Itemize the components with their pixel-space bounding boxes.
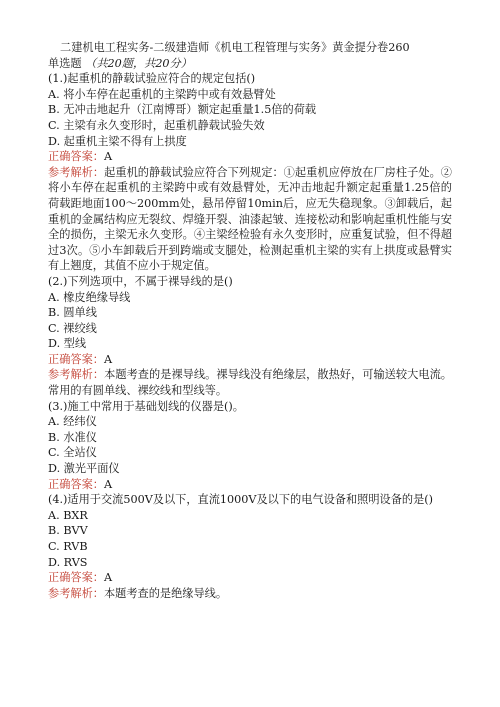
option-c: C. 主梁有永久变形时，起重机静载试验失效	[48, 118, 265, 132]
option-b: B. 无冲击地起升（江南博哥）额定起重量1.5倍的荷载	[48, 103, 317, 117]
question-block	[48, 71, 452, 274]
section-note: （共20题，共20分）	[85, 56, 192, 70]
answer-line	[48, 570, 452, 586]
question-stem: (4.)适用于交流500V及以下，直流1000V及以下的电气设备和照明设备的是()	[48, 493, 433, 507]
answer-line	[48, 477, 452, 493]
explanation	[48, 165, 452, 274]
answer-line	[48, 352, 452, 368]
answer-label: 正确答案：	[48, 150, 104, 164]
option-b: B. 水准仪	[48, 430, 97, 444]
option-a: A. 将小车停在起重机的主梁跨中或有效悬臂处	[48, 87, 276, 101]
section-label: 单选题	[48, 56, 82, 70]
answer-label: 正确答案：	[48, 352, 104, 366]
answer-value: A	[103, 150, 113, 164]
option-d: D. RVS	[48, 555, 88, 569]
explanation	[48, 367, 452, 398]
option-b: B. BVV	[48, 524, 88, 538]
explanation-text: 本题考查的是绝缘导线。	[103, 586, 228, 600]
option-a: A. 经纬仪	[48, 415, 97, 429]
option-d: D. 激光平面仪	[48, 462, 120, 476]
question-stem: (2.)下列选项中，不属于裸导线的是()	[48, 274, 233, 288]
option-b: B. 圆单线	[48, 306, 97, 320]
option-a: A. BXR	[48, 508, 88, 522]
explanation-label: 参考解析：	[48, 368, 105, 382]
section-heading	[48, 56, 452, 72]
option-a: A. 橡皮绝缘导线	[48, 290, 131, 304]
answer-label: 正确答案：	[48, 571, 104, 585]
explanation-text: 本题考查的是裸导线。裸导线没有绝缘层，散热好，可输送较大电流。常用的有圆单线、裸绞线和型线等。	[48, 368, 452, 398]
option-c: C. 全站仪	[48, 446, 97, 460]
explanation-text: 起重机的静载试验应符合下列规定：①起重机应停放在厂房柱子处。②将小车停在起重机的主梁跨中或有效悬臂处，无冲击地起升额定起重量1.25倍的荷载距地面100～200mm处，悬吊停留10min后，应无失稳现象。③卸载后，起重机的金属结构应无裂纹、焊缝开裂、油漆起皱、连接松动和影响起重机性能与安全的损伤，主梁无永久变形。④主梁经检验有永久变形时，应重复试验，但不得超过3次。⑤小车卸载后开到跨端或支腿处，检测起重机主梁的实有上拱度或悬臂实有上翘度，其值不应小于规定值。	[48, 165, 452, 273]
question-block	[48, 274, 452, 399]
option-d: D. 型线	[48, 337, 87, 351]
answer-value: A	[103, 477, 113, 491]
answer-value: A	[103, 352, 113, 366]
question-stem: (1.)起重机的静载试验应符合的规定包括()	[48, 72, 256, 86]
explanation-label: 参考解析：	[48, 165, 105, 179]
question-block	[48, 399, 452, 493]
question-stem: (3.)施工中常用于基础划线的仪器是()。	[48, 399, 244, 413]
document-title: 二建机电工程实务-二级建造师《机电工程管理与实务》黄金提分卷260	[60, 41, 410, 54]
answer-label: 正确答案：	[48, 477, 104, 491]
question-block	[48, 492, 452, 601]
explanation-label: 参考解析：	[48, 586, 104, 600]
explanation	[48, 586, 452, 602]
answer-line	[48, 149, 452, 165]
answer-value: A	[103, 571, 113, 585]
option-c: C. RVB	[48, 540, 88, 553]
option-d: D. 起重机主梁不得有上拱度	[48, 134, 187, 148]
option-c: C. 裸绞线	[48, 321, 97, 335]
